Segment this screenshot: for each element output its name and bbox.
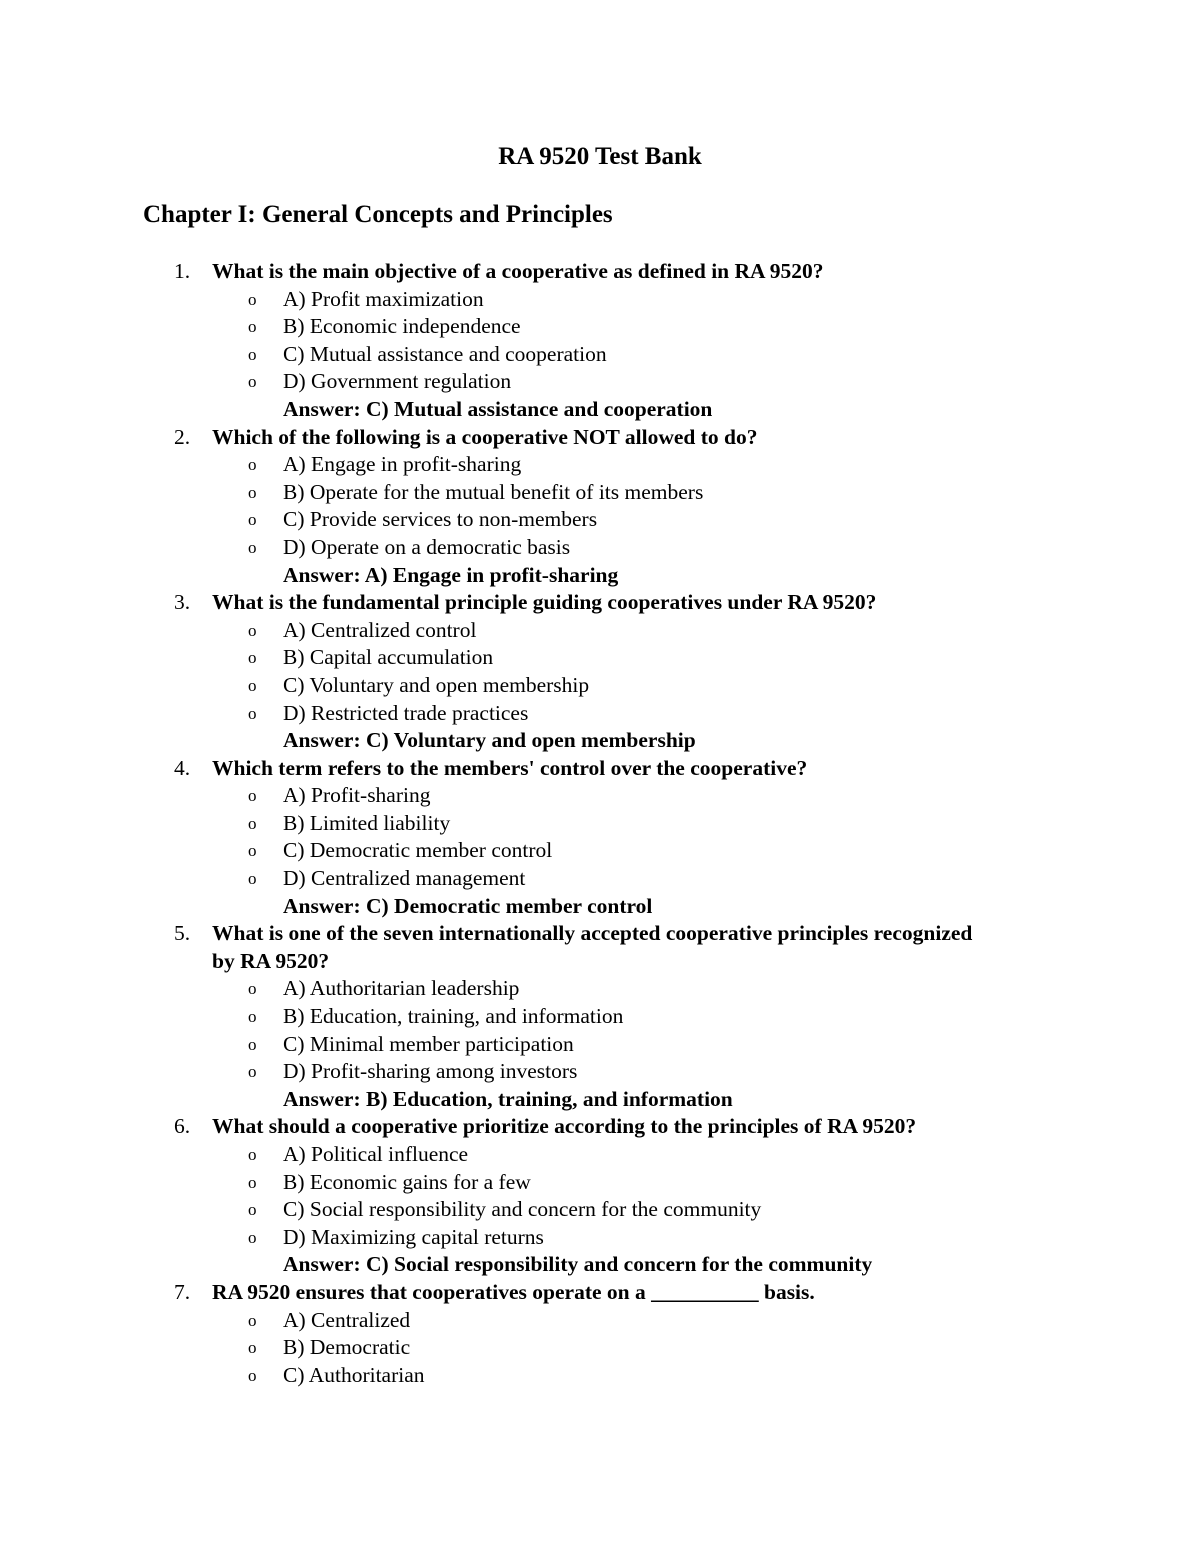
- answer-text: Answer: C) Social responsibility and concern for the community: [283, 1252, 873, 1277]
- option-text: B) Economic gains for a few: [283, 1169, 531, 1194]
- answer-option: [0, 644, 1200, 672]
- question-line: [0, 948, 1200, 976]
- option-text: D) Profit-sharing among investors: [283, 1059, 578, 1084]
- answer-option: [0, 368, 1200, 396]
- option-text: B) Operate for the mutual benefit of its members: [283, 479, 704, 504]
- answer-text: Answer: A) Engage in profit-sharing: [283, 562, 619, 587]
- answer-option: [0, 837, 1200, 865]
- question-number: 3.: [174, 590, 191, 615]
- option-text: B) Limited liability: [283, 810, 451, 835]
- bullet-icon: o: [248, 979, 257, 999]
- answer-option: [0, 313, 1200, 341]
- chapter-title: Chapter I: General Concepts and Principles: [143, 201, 613, 228]
- question-text: What is the fundamental principle guiding cooperatives under RA 9520?: [212, 590, 877, 615]
- bullet-icon: o: [248, 648, 257, 668]
- question-item: [0, 258, 1200, 424]
- bullet-icon: o: [248, 372, 257, 392]
- option-text: B) Democratic: [283, 1335, 411, 1360]
- answer-option: [0, 1196, 1200, 1224]
- answer-text: Answer: B) Education, training, and information: [283, 1086, 733, 1111]
- bullet-icon: o: [248, 1200, 257, 1220]
- bullet-icon: o: [248, 1062, 257, 1082]
- question-text: by RA 9520?: [212, 948, 330, 973]
- option-text: A) Profit maximization: [283, 286, 484, 311]
- bullet-icon: o: [248, 455, 257, 475]
- option-text: C) Democratic member control: [283, 838, 553, 863]
- answer-option: [0, 782, 1200, 810]
- answer-option: [0, 700, 1200, 728]
- bullet-icon: o: [248, 1034, 257, 1054]
- bullet-icon: o: [248, 510, 257, 530]
- option-text: A) Political influence: [283, 1142, 469, 1166]
- bullet-icon: o: [248, 1338, 257, 1358]
- answer-option: [0, 1362, 1200, 1390]
- bullet-icon: o: [248, 1145, 257, 1164]
- question-number: 6.: [174, 1114, 191, 1139]
- bullet-icon: o: [248, 1172, 257, 1192]
- answer-key: [0, 562, 1200, 590]
- question-text: What should a cooperative prioritize according to the principles of RA 9520?: [212, 1114, 917, 1139]
- option-text: D) Centralized management: [283, 866, 526, 891]
- answer-text: Answer: C) Voluntary and open membership: [283, 728, 696, 753]
- question-text: RA 9520 ensures that cooperatives operate on a __________ basis.: [212, 1279, 815, 1304]
- question-item: [0, 1113, 1200, 1279]
- option-text: B) Education, training, and information: [283, 1004, 624, 1029]
- bullet-icon: o: [248, 620, 257, 640]
- document-title: RA 9520 Test Bank: [498, 143, 702, 170]
- question-line: [0, 1279, 1200, 1307]
- answer-option: [0, 1169, 1200, 1197]
- answer-key: [0, 396, 1200, 424]
- bullet-icon: o: [248, 1365, 257, 1385]
- option-text: A) Centralized: [283, 1307, 411, 1332]
- answer-option: [0, 506, 1200, 534]
- answer-option: [0, 286, 1200, 314]
- answer-text: Answer: C) Mutual assistance and cooperation: [283, 396, 713, 421]
- question-number: 5.: [174, 921, 191, 946]
- question-item: [0, 424, 1200, 590]
- option-text: C) Minimal member participation: [283, 1031, 574, 1056]
- answer-option: [0, 1141, 1200, 1169]
- answer-option: [0, 1003, 1200, 1031]
- question-text: Which term refers to the members' control over the cooperative?: [212, 755, 808, 780]
- option-text: D) Government regulation: [283, 369, 512, 394]
- question-line: [0, 755, 1200, 783]
- answer-option: [0, 1307, 1200, 1335]
- option-text: D) Operate on a democratic basis: [283, 534, 571, 559]
- answer-option: [0, 975, 1200, 1003]
- answer-text: Answer: C) Democratic member control: [283, 893, 653, 918]
- answer-option: [0, 865, 1200, 893]
- answer-key: [0, 1251, 1200, 1279]
- question-item: [0, 755, 1200, 921]
- question-text: What is one of the seven internationally accepted cooperative principles recognized: [212, 921, 973, 946]
- option-text: D) Maximizing capital returns: [283, 1224, 544, 1249]
- answer-option: [0, 341, 1200, 369]
- question-list: [0, 258, 1200, 1389]
- bullet-icon: o: [248, 1310, 257, 1330]
- question-line: [0, 424, 1200, 452]
- question-number: 4.: [174, 755, 191, 780]
- answer-option: [0, 1058, 1200, 1086]
- option-text: C) Provide services to non-members: [283, 507, 598, 532]
- bullet-icon: o: [248, 317, 257, 337]
- answer-option: [0, 479, 1200, 507]
- question-item: [0, 589, 1200, 755]
- option-text: C) Social responsibility and concern for the community: [283, 1197, 762, 1222]
- option-text: A) Authoritarian leadership: [283, 976, 520, 1001]
- option-text: A) Centralized control: [283, 617, 477, 642]
- option-text: A) Engage in profit-sharing: [283, 452, 522, 477]
- question-text: Which of the following is a cooperative NOT allowed to do?: [212, 424, 758, 449]
- bullet-icon: o: [248, 344, 257, 364]
- answer-option: [0, 534, 1200, 562]
- option-text: A) Profit-sharing: [283, 783, 431, 808]
- bullet-icon: o: [248, 675, 257, 695]
- question-number: 1.: [174, 259, 191, 283]
- answer-option: [0, 810, 1200, 838]
- question-number: 7.: [174, 1279, 191, 1304]
- answer-option: [0, 1334, 1200, 1362]
- bullet-icon: o: [248, 482, 257, 502]
- bullet-icon: o: [248, 869, 257, 889]
- bullet-icon: o: [248, 813, 257, 833]
- answer-option: [0, 617, 1200, 645]
- answer-option: [0, 451, 1200, 479]
- option-text: C) Mutual assistance and cooperation: [283, 341, 607, 366]
- answer-key: [0, 893, 1200, 921]
- bullet-icon: o: [248, 703, 257, 723]
- bullet-icon: o: [248, 841, 257, 861]
- answer-key: [0, 1086, 1200, 1114]
- answer-option: [0, 672, 1200, 700]
- option-text: B) Economic independence: [283, 314, 521, 339]
- question-number: 2.: [174, 424, 191, 449]
- question-line: [0, 258, 1200, 286]
- question-line: [0, 1113, 1200, 1141]
- bullet-icon: o: [248, 1227, 257, 1247]
- option-text: C) Authoritarian: [283, 1362, 425, 1387]
- question-text: What is the main objective of a cooperative as defined in RA 9520?: [212, 259, 824, 283]
- bullet-icon: o: [248, 1007, 257, 1027]
- question-item: [0, 1279, 1200, 1389]
- answer-key: [0, 727, 1200, 755]
- option-text: B) Capital accumulation: [283, 645, 494, 670]
- answer-option: [0, 1224, 1200, 1252]
- question-line: [0, 920, 1200, 948]
- question-line: [0, 589, 1200, 617]
- option-text: C) Voluntary and open membership: [283, 672, 590, 697]
- option-text: D) Restricted trade practices: [283, 700, 529, 725]
- bullet-icon: o: [248, 289, 257, 309]
- question-item: [0, 920, 1200, 1113]
- bullet-icon: o: [248, 537, 257, 557]
- bullet-icon: o: [248, 786, 257, 806]
- answer-option: [0, 1031, 1200, 1059]
